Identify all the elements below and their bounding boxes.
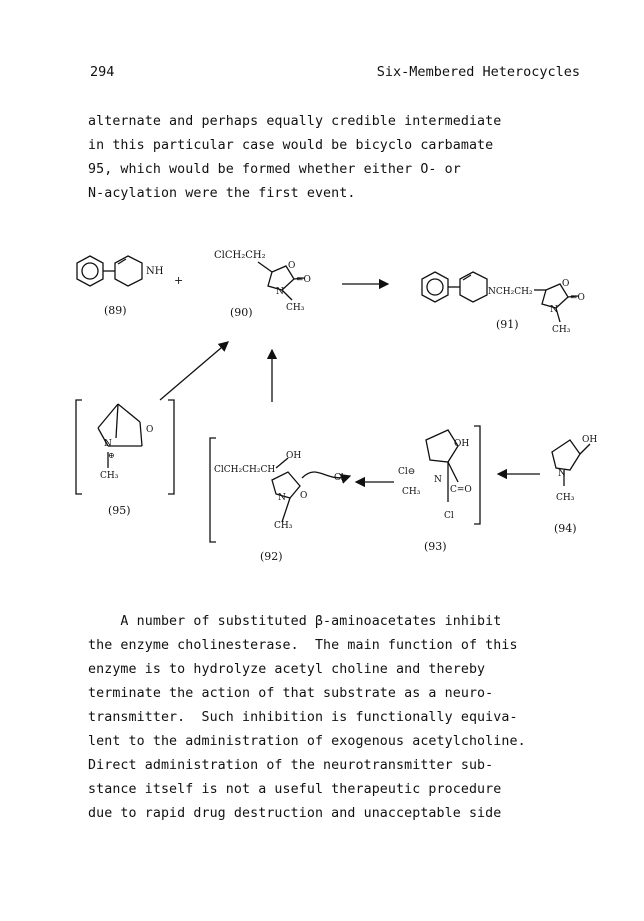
label-clch2-92: ClCH₂CH₂CH bbox=[214, 465, 276, 475]
page-header bbox=[90, 64, 580, 84]
running-title: Six-Membered Heterocycles bbox=[376, 64, 580, 80]
text-line: Direct administration of the neurotransmitter sub- bbox=[88, 758, 494, 773]
compound-label-91: (91) bbox=[496, 318, 519, 331]
label-charge-95: ⊕ bbox=[108, 451, 115, 460]
label-ch3-94: CH₃ bbox=[556, 493, 575, 503]
compound-label-95: (95) bbox=[108, 504, 131, 517]
label-carbonyl-91: =O bbox=[570, 293, 585, 303]
text-line: alternate and perhaps equally credible intermediate bbox=[88, 114, 502, 129]
label-o-95: O bbox=[146, 425, 154, 435]
compound-label-94: (94) bbox=[554, 522, 577, 535]
arrow-95-to-91 bbox=[160, 342, 228, 400]
text-line: A number of substituted β-aminoacetates inhibit bbox=[88, 614, 502, 629]
compound-label-89: (89) bbox=[104, 304, 127, 317]
text-line: lent to the administration of exogenous acetylcholine. bbox=[88, 734, 526, 749]
text-line: stance itself is not a useful therapeutic procedure bbox=[88, 782, 502, 797]
label-ch3-91: CH₃ bbox=[552, 325, 571, 335]
label-n-92: N bbox=[278, 493, 286, 503]
text-line: N-acylation were the first event. bbox=[88, 186, 356, 201]
text-line: 95, which would be formed whether either O- or bbox=[88, 162, 461, 177]
label-n-93: N bbox=[434, 475, 442, 485]
reaction-scheme bbox=[50, 232, 610, 572]
compound-label-90: (90) bbox=[230, 306, 253, 319]
text-line: due to rapid drug destruction and unacceptable side bbox=[88, 806, 502, 821]
text-line: in this particular case would be bicyclo carbamate bbox=[88, 138, 494, 153]
label-oh-94: OH bbox=[582, 435, 598, 445]
label-nh: NH bbox=[146, 266, 164, 277]
text-line: transmitter. Such inhibition is functionally equiva- bbox=[88, 710, 518, 725]
structure-89 bbox=[77, 256, 142, 286]
label-plus: + bbox=[174, 274, 184, 287]
label-o-90: O bbox=[288, 261, 296, 271]
label-oh-92: OH bbox=[286, 451, 302, 461]
label-clch2ch2: ClCH₂CH₂ bbox=[214, 250, 266, 261]
structure-95 bbox=[76, 400, 174, 494]
label-carbonyl-90: =O bbox=[296, 275, 311, 285]
label-ch3-92: CH₃ bbox=[274, 521, 293, 531]
label-o-92: O bbox=[300, 491, 308, 501]
label-ch3-93: CH₃ bbox=[402, 487, 421, 497]
text-line: enzyme is to hydrolyze acetyl choline and thereby bbox=[88, 662, 486, 677]
label-oh-93: OH bbox=[454, 439, 470, 449]
label-nch2ch2: NCH₂CH₂ bbox=[488, 287, 533, 297]
compound-label-92: (92) bbox=[260, 550, 283, 563]
label-ch3-95: CH₃ bbox=[100, 471, 119, 481]
structure-94 bbox=[552, 440, 590, 486]
label-cl-92: Cl bbox=[334, 473, 344, 483]
compound-label-93: (93) bbox=[424, 540, 447, 553]
label-n-90: N bbox=[276, 287, 284, 297]
label-n-94: N bbox=[558, 469, 566, 479]
label-clminus-93: Cl⊖ bbox=[398, 467, 416, 477]
label-o-91: O bbox=[562, 279, 570, 289]
label-carbonyl-93: C=O bbox=[450, 485, 472, 495]
scheme-drawing bbox=[50, 232, 610, 572]
paragraph-intro bbox=[88, 110, 588, 206]
label-n-91: N bbox=[550, 305, 558, 315]
text-line: terminate the action of that substrate as a neuro- bbox=[88, 686, 494, 701]
text-line: the enzyme cholinesterase. The main function of this bbox=[88, 638, 518, 653]
page-number: 294 bbox=[90, 64, 115, 80]
label-cl-93: Cl bbox=[444, 511, 454, 521]
paragraph-cholinesterase bbox=[88, 610, 588, 826]
label-n-95: N bbox=[104, 439, 112, 449]
label-ch3-90: CH₃ bbox=[286, 303, 305, 313]
